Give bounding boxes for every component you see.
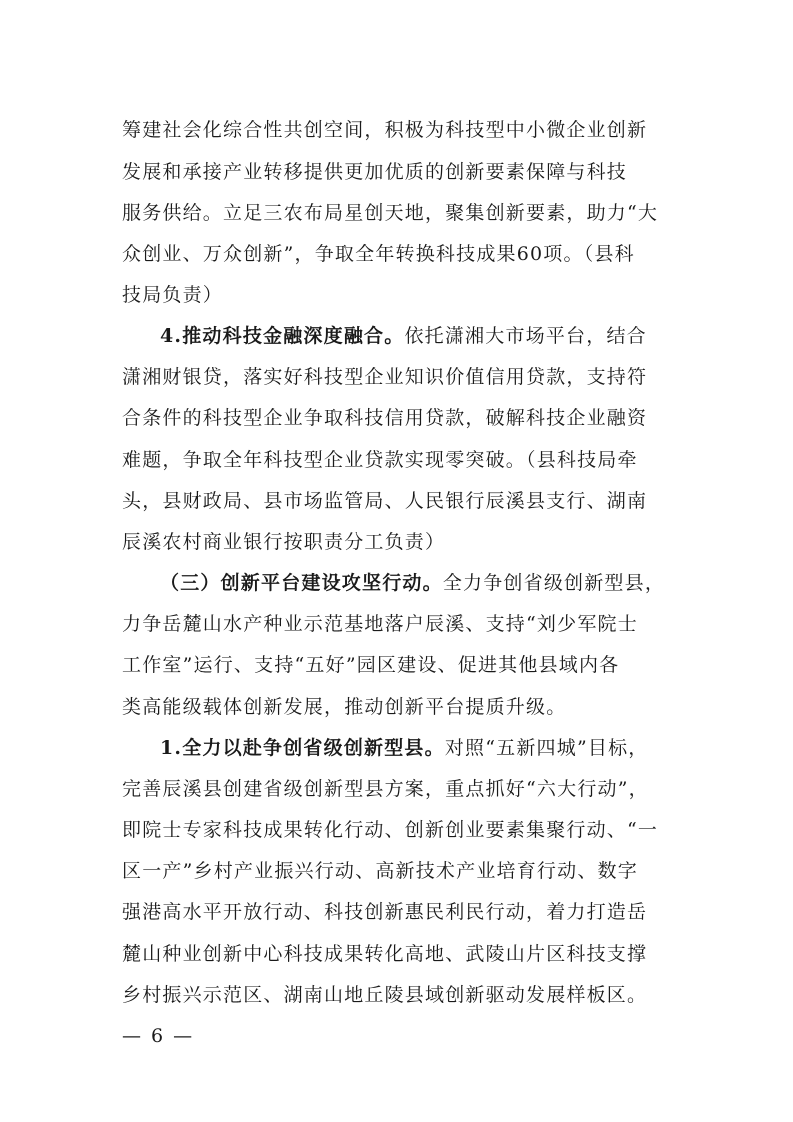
item4-text: 依托潇湘大市场平台，结合 bbox=[404, 325, 647, 347]
section3-first-line bbox=[160, 570, 674, 596]
paragraph-line: 技局负责） bbox=[122, 284, 224, 306]
paragraph-line: 完善辰溪县创建省级创新型县方案，重点抓好“六大行动”， bbox=[122, 778, 649, 800]
paragraph-line: 筹建社会化综合性共创空间，积极为科技型中小微企业创新 bbox=[122, 119, 648, 141]
paragraph-line: 乡村振兴示范区、湖南山地丘陵县域创新驱动发展样板区。 bbox=[122, 984, 648, 1006]
section3-text: 全力争创省级创新型县， bbox=[442, 572, 666, 594]
paragraph-line: 潇湘财银贷，落实好科技型企业知识价值信用贷款，支持符 bbox=[122, 366, 648, 388]
paragraph-line: 类高能级载体创新发展，推动创新平台提质升级。 bbox=[122, 696, 567, 718]
item1-text: 对照“五新四城”目标， bbox=[444, 737, 649, 759]
item4-heading: 4.推动科技金融深度融合。 bbox=[160, 325, 405, 347]
paragraph-line: 难题，争取全年科技型企业贷款实现零突破。（县科技局牵 bbox=[122, 449, 638, 471]
paragraph-line: 合条件的科技型企业争取科技信用贷款，破解科技企业融资 bbox=[122, 407, 648, 429]
section3-heading: （三）创新平台建设攻坚行动。 bbox=[160, 572, 443, 594]
item4-first-line bbox=[160, 323, 674, 349]
paragraph-line: 区一产”乡村产业振兴行动、高新技术产业培育行动、数字 bbox=[122, 860, 638, 882]
paragraph-line: 发展和承接产业转移提供更加优质的创新要素保障与科技 bbox=[122, 161, 628, 183]
paragraph-line: 强港高水平开放行动、科技创新惠民利民行动，着力打造岳 bbox=[122, 901, 648, 923]
item1-heading: 1.全力以赴争创省级创新型县。 bbox=[160, 737, 445, 759]
paragraph-line: 力争岳麓山水产种业示范基地落户辰溪、支持“刘少军院士 bbox=[122, 613, 638, 635]
item1-first-line bbox=[160, 735, 674, 761]
paragraph-line: 服务供给。立足三农布局星创天地，聚集创新要素，助力“大 bbox=[122, 202, 659, 224]
paragraph-line: 工作室”运行、支持“五好”园区建设、促进其他县域内各 bbox=[122, 654, 620, 676]
paragraph-line: 麓山种业创新中心科技成果转化高地、武陵山片区科技支撑 bbox=[122, 943, 648, 965]
page-number: — 6 — bbox=[122, 1025, 195, 1047]
paragraph-line: 即院士专家科技成果转化行动、创新创业要素集聚行动、“一 bbox=[122, 819, 659, 841]
paragraph-line: 头，县财政局、县市场监管局、人民银行辰溪县支行、湖南 bbox=[122, 490, 648, 512]
paragraph-line: 众创业、万众创新”，争取全年转换科技成果60项。（县科 bbox=[122, 243, 635, 265]
paragraph-line: 辰溪农村商业银行按职责分工负责） bbox=[122, 531, 446, 553]
